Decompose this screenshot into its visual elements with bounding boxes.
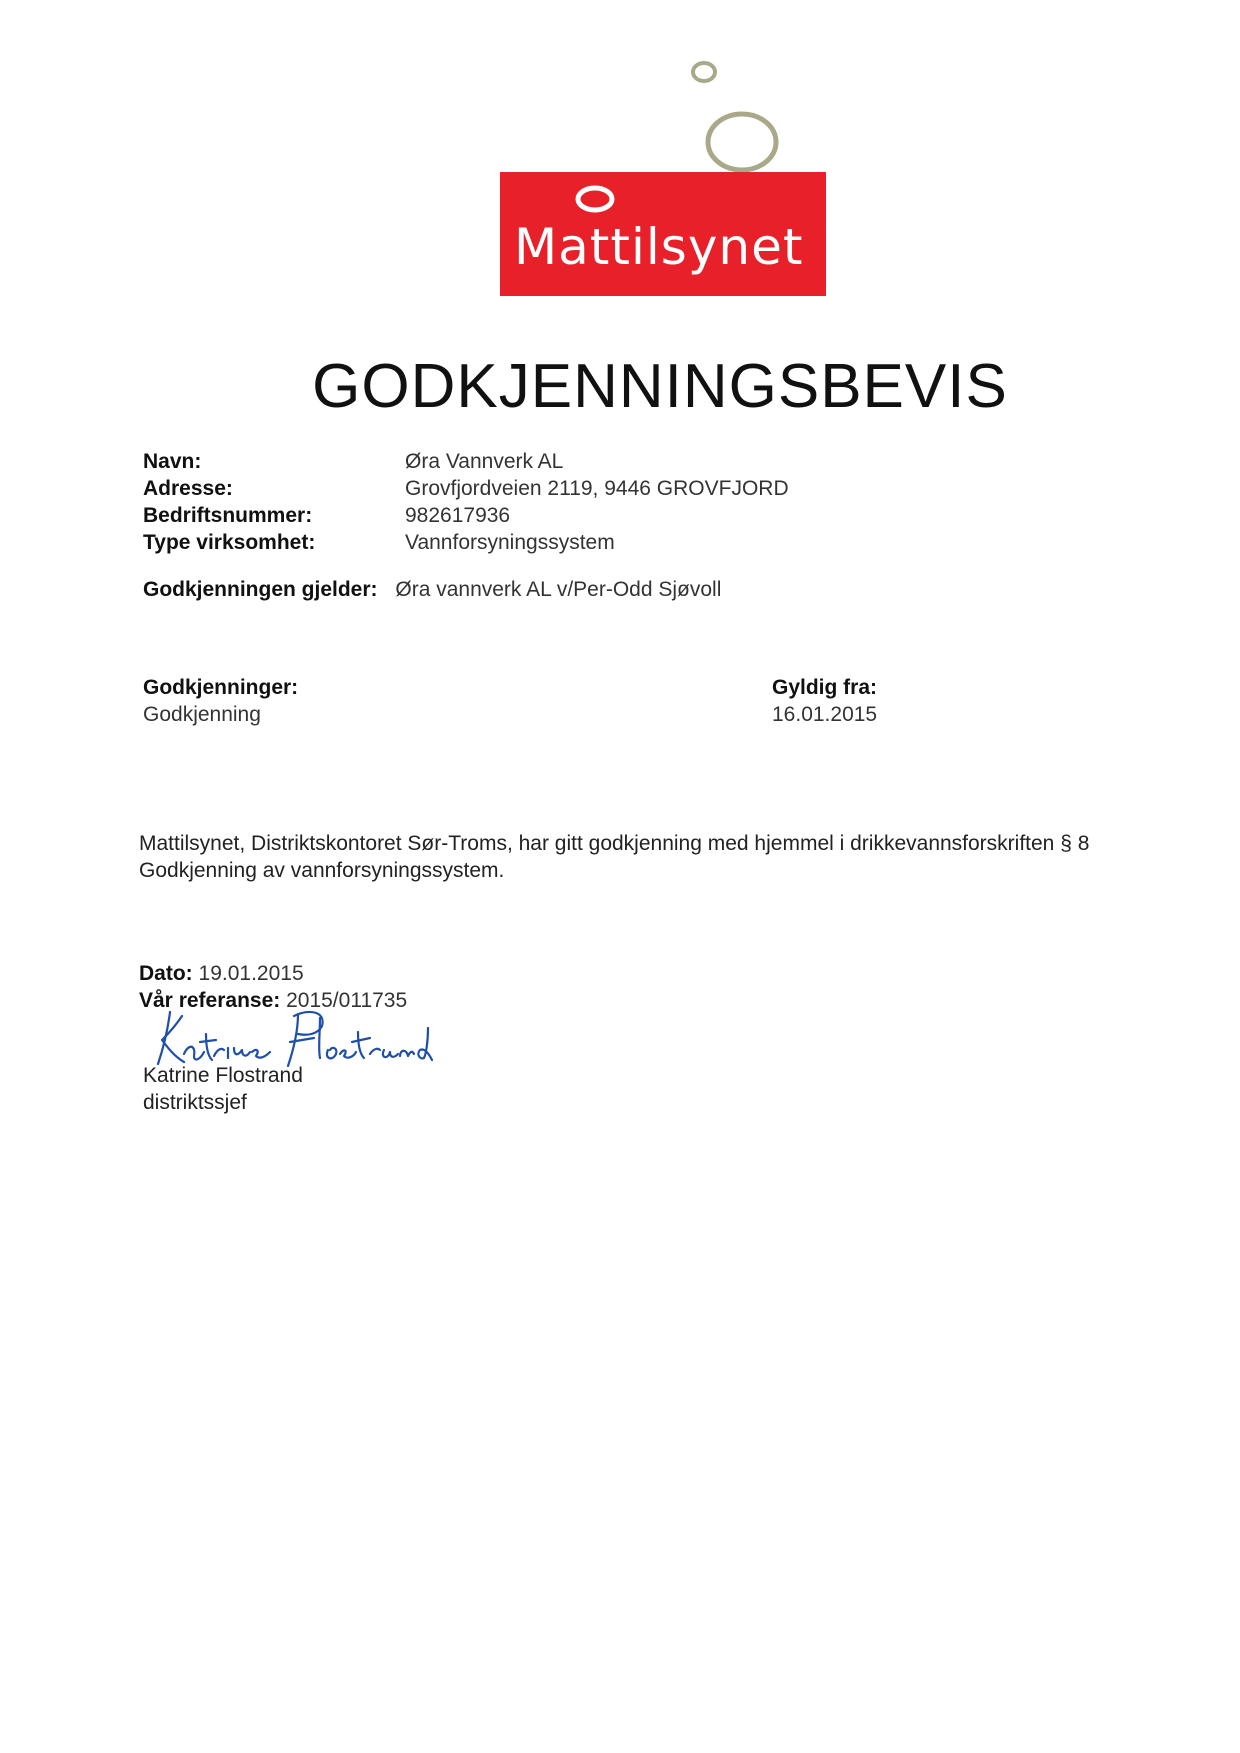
- gjelder-label: Godkjenningen gjelder:: [143, 578, 378, 601]
- info-label: Bedriftsnummer:: [143, 504, 313, 527]
- valid-from-value: 16.01.2015: [772, 703, 878, 726]
- page-title: GODKJENNINGSBEVIS: [312, 352, 1008, 421]
- signer-block: [143, 1062, 303, 1116]
- info-label: Navn:: [143, 450, 202, 473]
- approvals-header: Godkjenninger:: [143, 676, 299, 699]
- approvals-value: Godkjenning: [143, 703, 261, 726]
- date-row: [139, 960, 407, 987]
- reference-label: Vår referanse:: [139, 989, 281, 1012]
- info-value: 982617936: [405, 504, 511, 527]
- approval-applies-to: [143, 578, 721, 602]
- info-label: Type virksomhet:: [143, 531, 316, 554]
- info-value: Grovfjordveien 2119, 9446 GROVFJORD: [405, 477, 789, 500]
- statement-line: Godkjenning av vannforsyningssystem.: [139, 859, 505, 882]
- mattilsynet-logo: [498, 52, 830, 300]
- info-row-adresse: [143, 475, 789, 502]
- info-block: [143, 448, 789, 556]
- info-row-navn: [143, 448, 789, 475]
- logo-wordmark: Mattilsynet: [514, 218, 804, 276]
- valid-from-column: [772, 674, 877, 728]
- info-label: Adresse:: [143, 477, 233, 500]
- info-row-bedriftsnummer: [143, 502, 789, 529]
- approvals-column: [143, 674, 298, 728]
- date-label: Dato:: [139, 962, 193, 985]
- reference-value: 2015/011735: [286, 989, 408, 1012]
- valid-from-header: Gyldig fra:: [772, 676, 878, 699]
- info-value: Vannforsyningssystem: [405, 531, 615, 554]
- statement-line: Mattilsynet, Distriktskontoret Sør-Troms, har gitt godkjenning med hjemmel i drikkevannsforskriften § 8: [139, 832, 1090, 855]
- approval-statement: [139, 830, 1139, 884]
- signer-role: distriktssjef: [143, 1091, 247, 1114]
- date-value: 19.01.2015: [198, 962, 304, 985]
- signer-name: Katrine Flostrand: [143, 1064, 303, 1087]
- info-value: Øra Vannverk AL: [405, 450, 564, 473]
- gjelder-value: Øra vannverk AL v/Per-Odd Sjøvoll: [395, 578, 722, 601]
- info-row-type-virksomhet: [143, 529, 789, 556]
